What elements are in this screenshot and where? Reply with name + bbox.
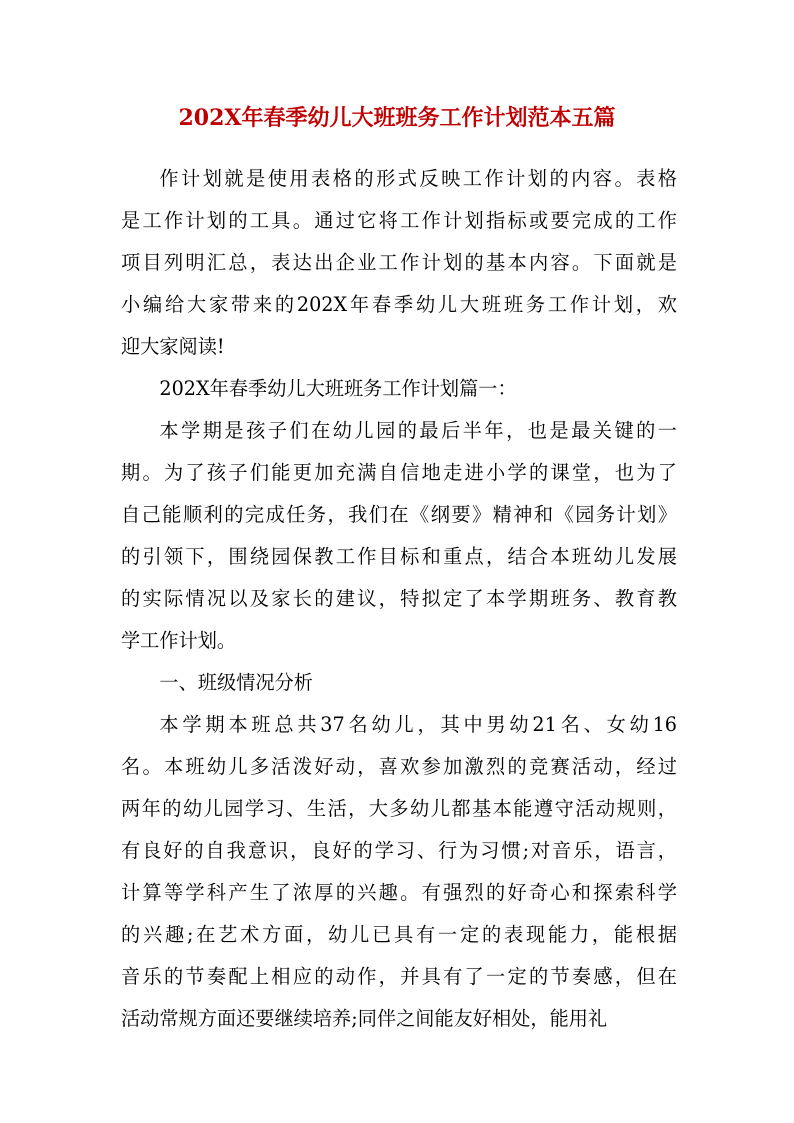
text-line: 的实际情况以及家长的建议，特拟定了本学期班务、教育教 xyxy=(121,587,677,610)
text-line: 自己能顺利的完成任务，我们在《纲要》精神和《园务计划》 xyxy=(121,503,677,526)
paragraph-intro xyxy=(121,158,677,368)
text-line: 计算等学科产生了浓厚的兴趣。有强烈的好奇心和探索科学 xyxy=(121,881,677,904)
text-line: 学工作计划。 xyxy=(121,629,237,652)
text-line: 本学期本班总共37名幼儿，其中男幼21名、女幼16 xyxy=(159,713,677,736)
text-line: 活动常规方面还要继续培养;同伴之间能友好相处，能用礼 xyxy=(121,1007,608,1030)
paragraph-para-1 xyxy=(121,410,677,662)
text-line: 是工作计划的工具。通过它将工作计划指标或要完成的工作 xyxy=(121,209,677,232)
text-line: 202X年春季幼儿大班班务工作计划篇一： xyxy=(159,377,517,400)
paragraph-para-2 xyxy=(121,704,677,1040)
text-line: 有良好的自我意识，良好的学习、行为习惯;对音乐，语言， xyxy=(121,839,677,862)
text-line: 迎大家阅读! xyxy=(121,335,225,358)
text-line: 名。本班幼儿多活泼好动，喜欢参加激烈的竞赛活动，经过 xyxy=(121,755,677,778)
document-body xyxy=(121,158,677,1040)
text-line: 小编给大家带来的202X年春季幼儿大班班务工作计划，欢 xyxy=(121,293,677,316)
text-line: 期。为了孩子们能更加充满自信地走进小学的课堂，也为了 xyxy=(121,461,677,484)
text-line: 的引领下，围绕园保教工作目标和重点，结合本班幼儿发展 xyxy=(121,545,677,568)
text-line: 一、班级情况分析 xyxy=(159,671,313,694)
text-line: 项目列明汇总，表达出企业工作计划的基本内容。下面就是 xyxy=(121,251,677,274)
document-title: 202X年春季幼儿大班班务工作计划范本五篇 xyxy=(178,105,616,131)
text-line: 音乐的节奏配上相应的动作，并具有了一定的节奏感，但在 xyxy=(121,965,677,988)
text-line: 的兴趣;在艺术方面，幼儿已具有一定的表现能力，能根据 xyxy=(121,923,677,946)
paragraph-sub-heading-1 xyxy=(121,662,677,704)
text-line: 作计划就是使用表格的形式反映工作计划的内容。表格 xyxy=(159,167,677,190)
text-line: 两年的幼儿园学习、生活，大多幼儿都基本能遵守活动规则， xyxy=(121,797,677,820)
text-line: 本学期是孩子们在幼儿园的最后半年，也是最关键的一 xyxy=(159,419,677,442)
paragraph-section-heading-1 xyxy=(121,368,677,410)
